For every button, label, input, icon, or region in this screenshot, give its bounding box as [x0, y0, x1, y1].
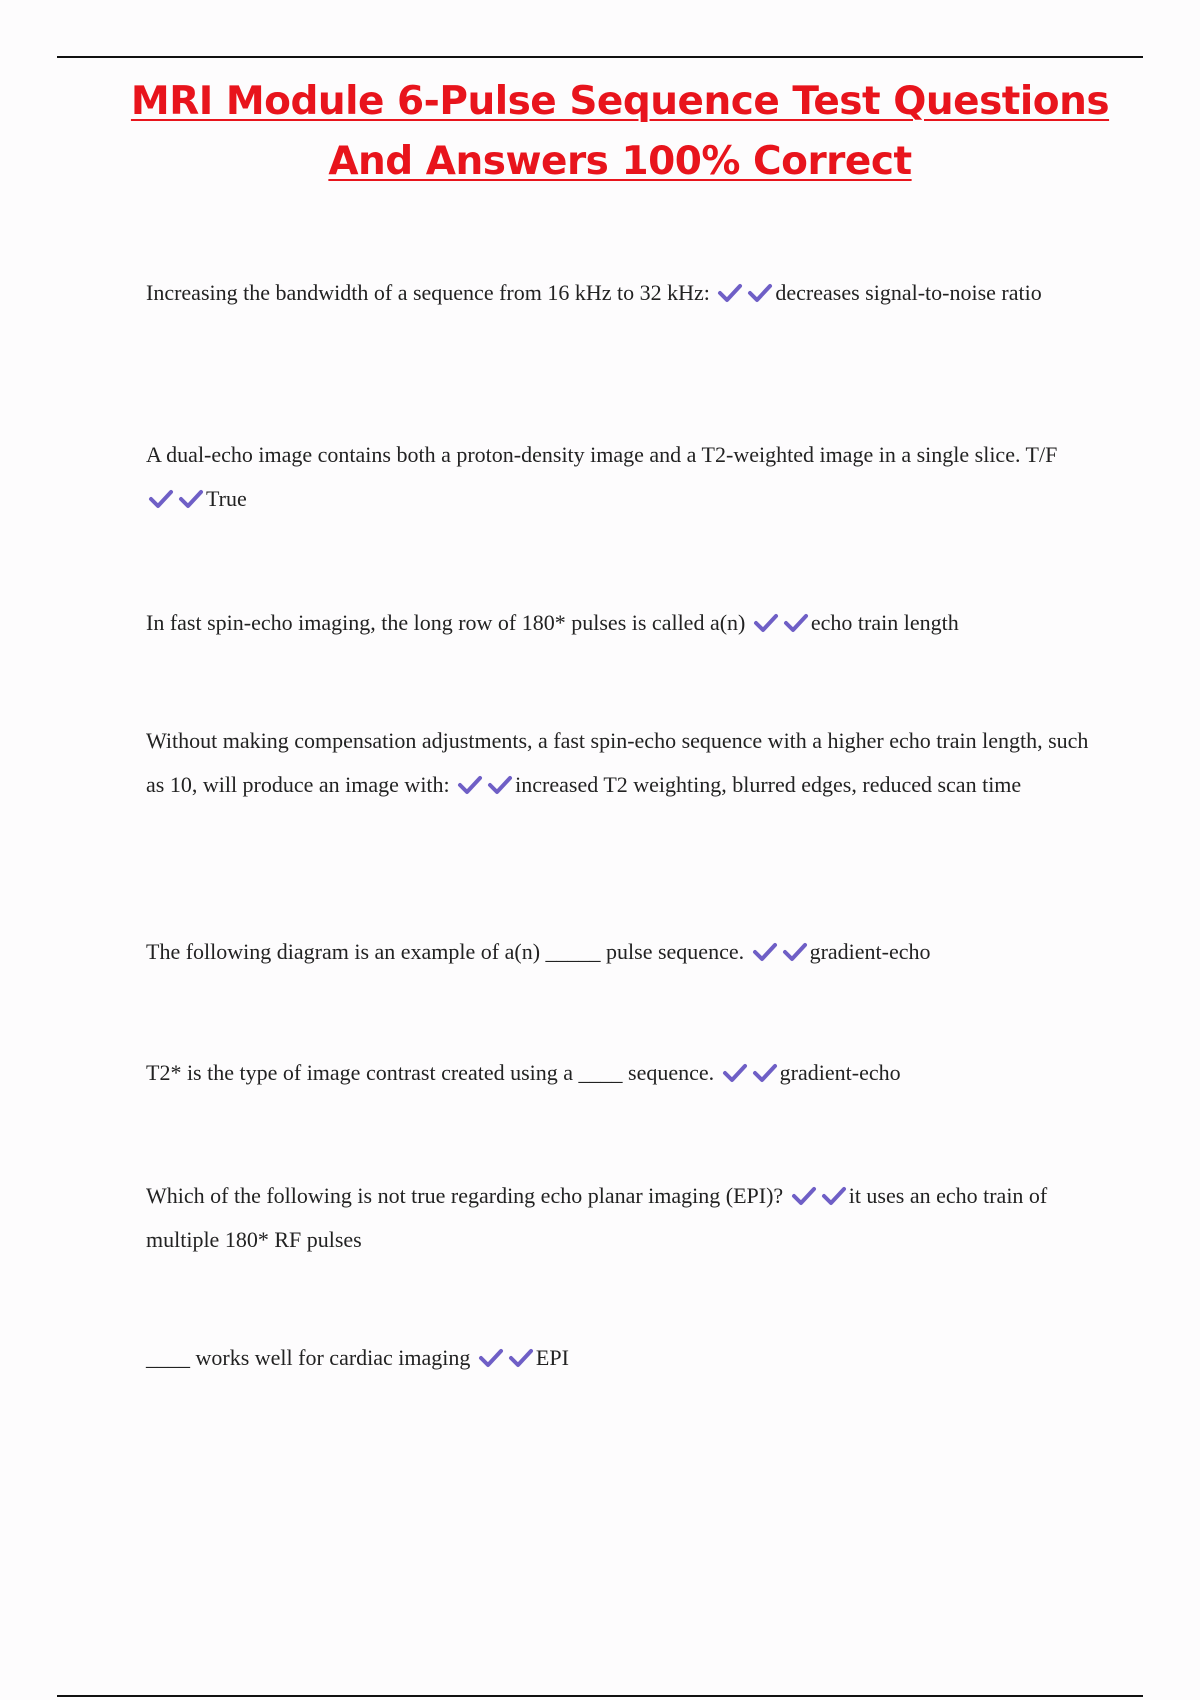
- answer-text: decreases signal-to-noise ratio: [775, 280, 1042, 305]
- double-checkmark-icon: [715, 280, 775, 305]
- qa-item: [146, 719, 1106, 807]
- question-text: The following diagram is an example of a(n) _____ pulse sequence.: [146, 939, 745, 964]
- answer-text: gradient-echo: [809, 939, 931, 964]
- title-line-1: MRI Module 6-Pulse Sequence Test Questions: [130, 79, 1110, 124]
- question-text: ____ works well for cardiac imaging: [146, 1345, 471, 1370]
- question-text: A dual-echo image contains both a proton-density image and a T2-weighted image in a single slice. T/F: [146, 442, 1058, 467]
- qa-item: [146, 271, 1106, 315]
- title-line-2: And Answers 100% Correct: [328, 139, 912, 184]
- question-text: T2* is the type of image contrast created using a ____ sequence.: [146, 1060, 715, 1085]
- qa-item: [146, 1174, 1106, 1262]
- qa-item: [146, 930, 1106, 974]
- double-checkmark-icon: [750, 939, 810, 964]
- question-text: Without making compensation adjustments, a fast spin-echo sequence with a higher echo train length, such as 10, will produce an image with:: [146, 728, 1089, 797]
- top-rule: [57, 56, 1143, 58]
- answer-text: True: [206, 486, 247, 511]
- answer-text: gradient-echo: [779, 1060, 901, 1085]
- question-text: Increasing the bandwidth of a sequence from 16 kHz to 32 kHz:: [146, 280, 710, 305]
- double-checkmark-icon: [146, 486, 206, 511]
- double-checkmark-icon: [720, 1060, 780, 1085]
- answer-text: EPI: [535, 1345, 569, 1370]
- double-checkmark-icon: [751, 610, 811, 635]
- question-text: Which of the following is not true regarding echo planar imaging (EPI)?: [146, 1183, 784, 1208]
- double-checkmark-icon: [455, 772, 515, 797]
- document-title: [80, 72, 1160, 192]
- qa-item: [146, 1051, 1106, 1095]
- answer-text: echo train length: [810, 610, 959, 635]
- answer-text: it uses an echo train of multiple 180* RF pulses: [146, 1183, 1048, 1252]
- double-checkmark-icon: [789, 1183, 849, 1208]
- question-text: In fast spin-echo imaging, the long row of 180* pulses is called a(n): [146, 610, 746, 635]
- double-checkmark-icon: [476, 1345, 536, 1370]
- qa-item: [146, 1336, 1106, 1380]
- answer-text: increased T2 weighting, blurred edges, reduced scan time: [515, 772, 1022, 797]
- qa-item: [146, 433, 1106, 521]
- bottom-rule: [57, 1695, 1143, 1697]
- qa-item: [146, 601, 1106, 645]
